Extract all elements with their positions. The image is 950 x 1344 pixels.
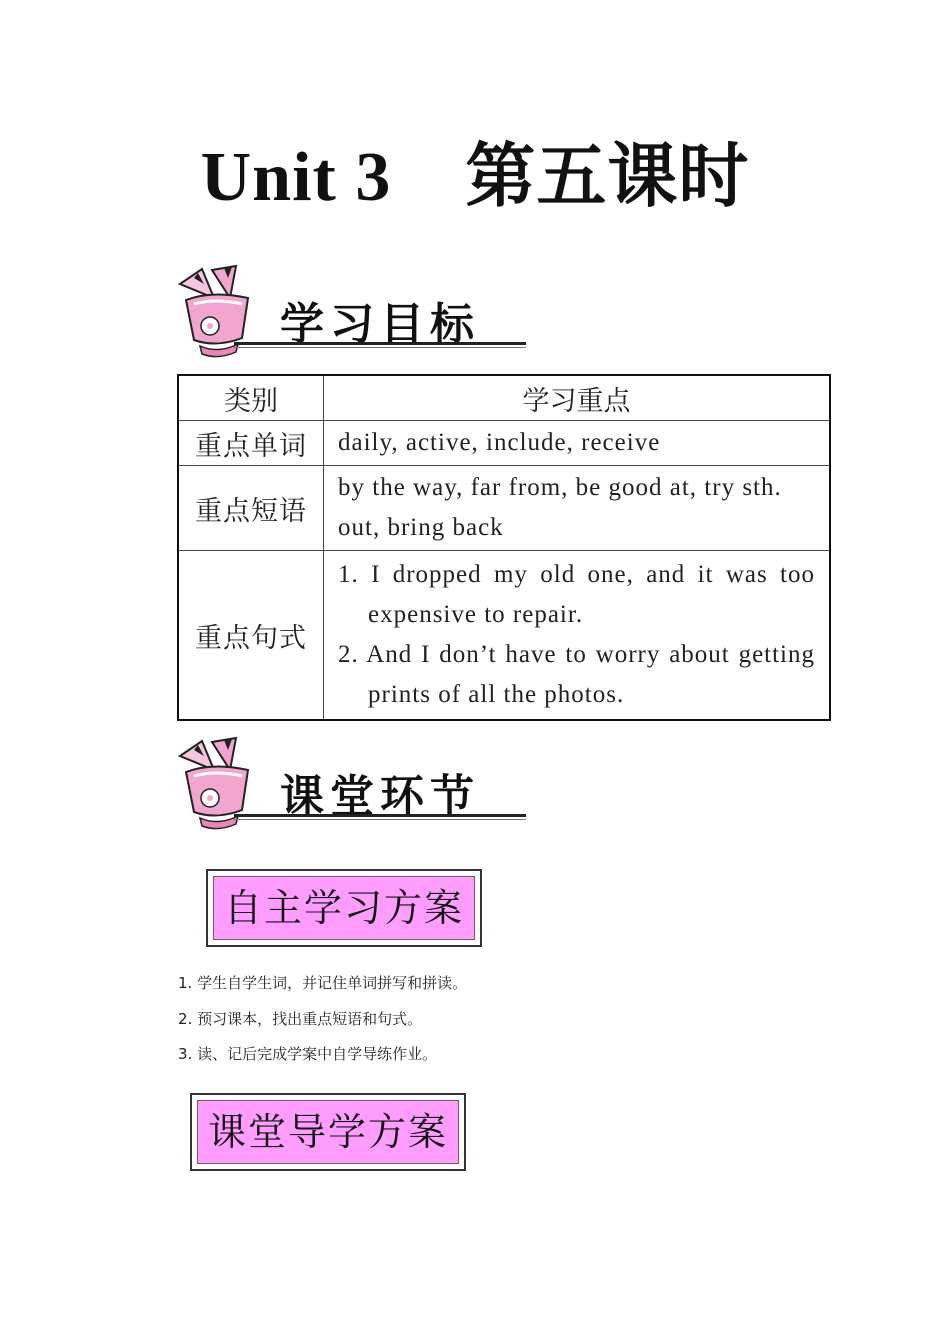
content-cell: by the way, far from, be good at, try sth. out, bring back [324, 466, 831, 551]
self-study-label [206, 869, 482, 947]
self-study-steps [178, 970, 467, 1077]
list-item: 3. 读、记后完成学案中自学导练作业。 [178, 1045, 438, 1063]
brush-pot-icon [172, 264, 282, 364]
column-header: 类别 [178, 375, 324, 421]
goals-table [177, 374, 831, 721]
section-title: 课堂环节 [280, 771, 480, 822]
table-row [178, 421, 830, 466]
key-sentence: 2. And I don’t have to worry about getting prints of all the photos. [338, 641, 815, 708]
class-guide-label [190, 1093, 466, 1171]
page-title: Unit 3 第五课时 [200, 139, 750, 216]
section-underline [234, 814, 526, 820]
section-header-goals [172, 264, 532, 364]
key-sentence: 1. I dropped my old one, and it was too expensive to repair. [338, 561, 815, 628]
section-title: 学习目标 [280, 299, 480, 350]
table-header-row [178, 375, 830, 421]
category-cell: 重点句式 [178, 551, 324, 721]
content-cell [324, 551, 831, 721]
content-cell: daily, active, include, receive [324, 421, 831, 466]
table-row [178, 551, 830, 721]
category-cell: 重点单词 [178, 421, 324, 466]
list-item: 2. 预习课本，找出重点短语和句式。 [178, 1009, 423, 1028]
table-row [178, 466, 830, 551]
self-study-label-text: 自主学习方案 [213, 876, 475, 940]
class-guide-label-text: 课堂导学方案 [197, 1100, 459, 1164]
list-item: 1. 学生自学生词，并记住单词拼写和拼读。 [178, 974, 468, 992]
column-header: 学习重点 [324, 375, 831, 421]
section-underline [234, 342, 526, 348]
brush-pot-icon [172, 736, 282, 836]
category-cell: 重点短语 [178, 466, 324, 551]
section-header-class [172, 736, 532, 836]
